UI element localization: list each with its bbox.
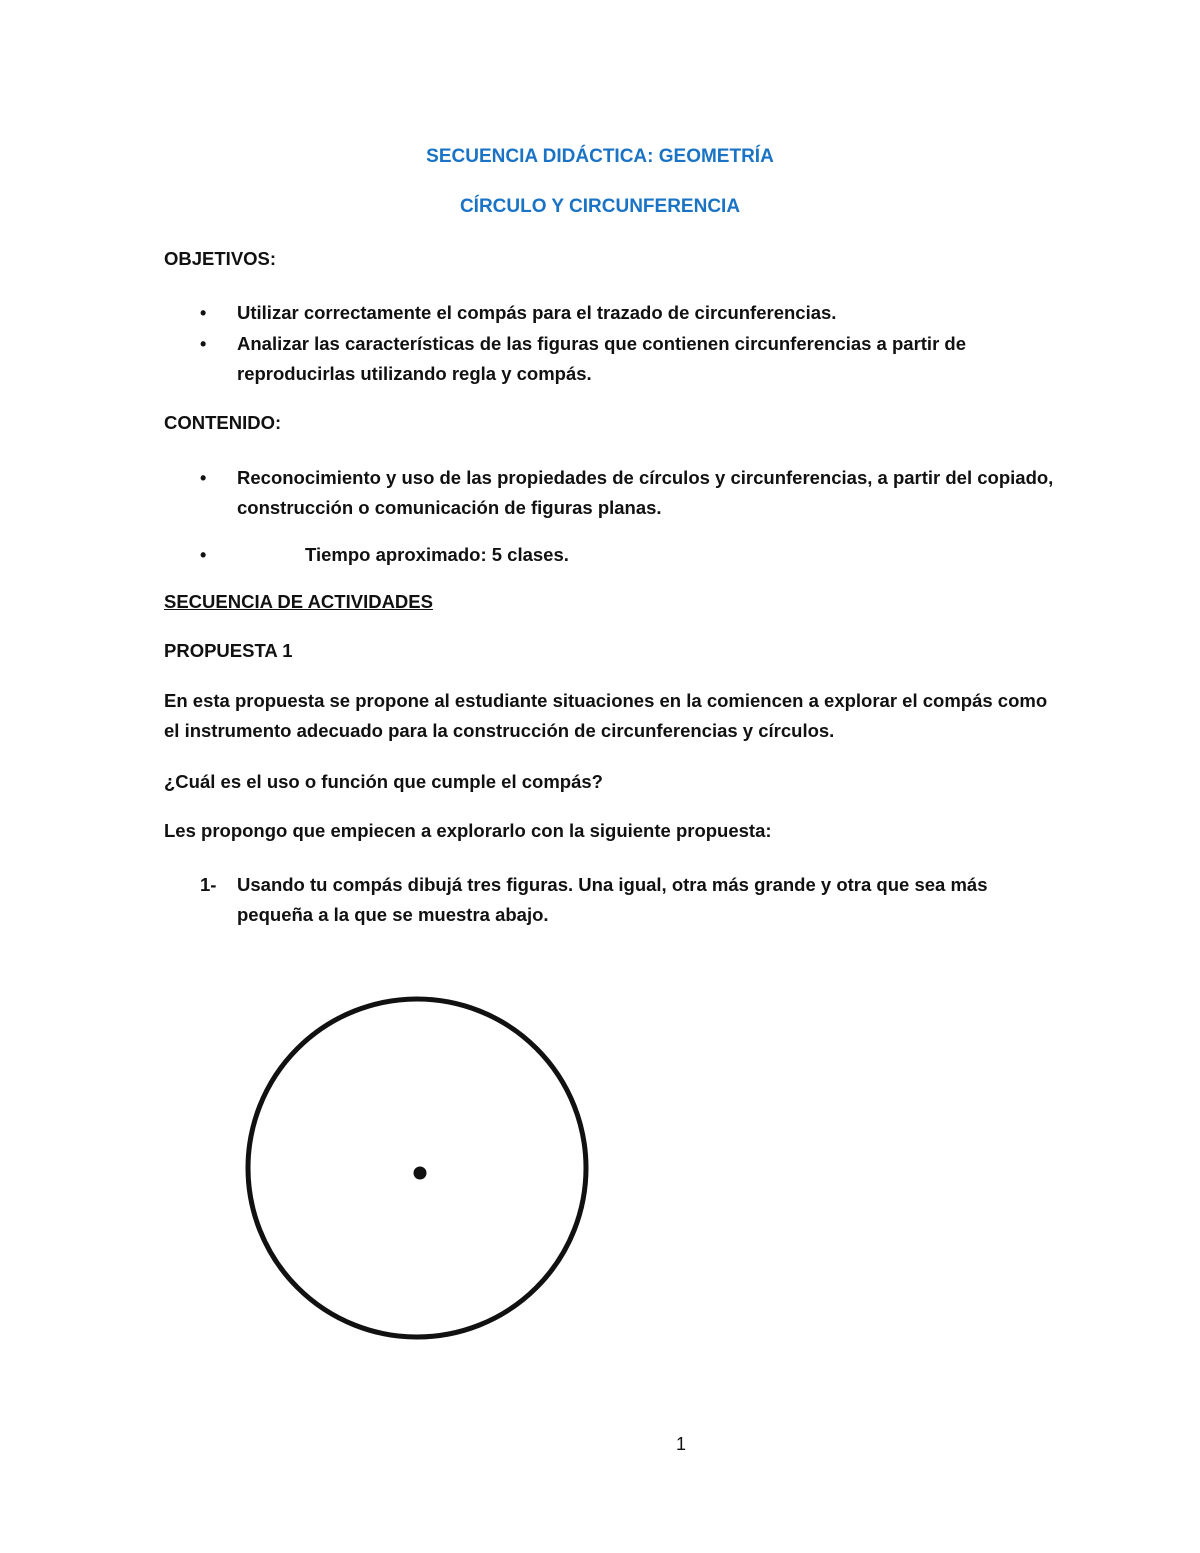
- document-subtitle: CÍRCULO Y CIRCUNFERENCIA: [459, 196, 741, 217]
- numbered-item-line-1: Usando tu compás dibujá tres figuras. Una igual, otra más grande y otra que sea más: [237, 874, 988, 895]
- intro-text: Les propongo que empiecen a explorarlo con la siguiente propuesta:: [164, 820, 772, 841]
- document-title: SECUENCIA DIDÁCTICA: GEOMETRÍA: [426, 146, 774, 167]
- contenido-item-2-line-1: Tiempo aproximado: 5 clases.: [305, 544, 569, 565]
- circle-figure: [230, 985, 610, 1355]
- contenido-item-1-line-2: construcción o comunicación de figuras planas.: [237, 497, 662, 518]
- page-number: 1: [676, 1434, 687, 1454]
- bullet-mark: •: [200, 545, 207, 565]
- objetivo-item-2-line-1: Analizar las características de las figuras que contienen circunferencias a partir de: [237, 333, 966, 354]
- objetivos-heading: OBJETIVOS:: [164, 248, 277, 269]
- numbered-item-line-2: pequeña a la que se muestra abajo.: [237, 904, 549, 925]
- bullet-mark: •: [200, 303, 207, 323]
- contenido-item-1-line-1: Reconocimiento y uso de las propiedades de círculos y circunferencias, a partir del copiado,: [237, 467, 1054, 488]
- secuencia-heading: SECUENCIA DE ACTIVIDADES: [164, 591, 433, 612]
- contenido-heading: CONTENIDO:: [164, 412, 282, 433]
- propuesta-paragraph-line-1: En esta propuesta se propone al estudiante situaciones en la comiencen a explorar el compás como: [164, 690, 1048, 711]
- bullet-mark: •: [200, 468, 207, 488]
- question-text: ¿Cuál es el uso o función que cumple el compás?: [164, 771, 603, 792]
- bullet-mark: •: [200, 334, 207, 354]
- propuesta-paragraph-line-2: el instrumento adecuado para la construcción de circunferencias y círculos.: [164, 720, 835, 741]
- numbered-item-marker: 1-: [200, 874, 217, 895]
- center-point: [414, 1167, 427, 1180]
- propuesta-title: PROPUESTA 1: [164, 640, 293, 661]
- objetivo-item-1-line-1: Utilizar correctamente el compás para el trazado de circunferencias.: [237, 302, 837, 323]
- objetivo-item-2-line-2: reproducirlas utilizando regla y compás.: [237, 363, 592, 384]
